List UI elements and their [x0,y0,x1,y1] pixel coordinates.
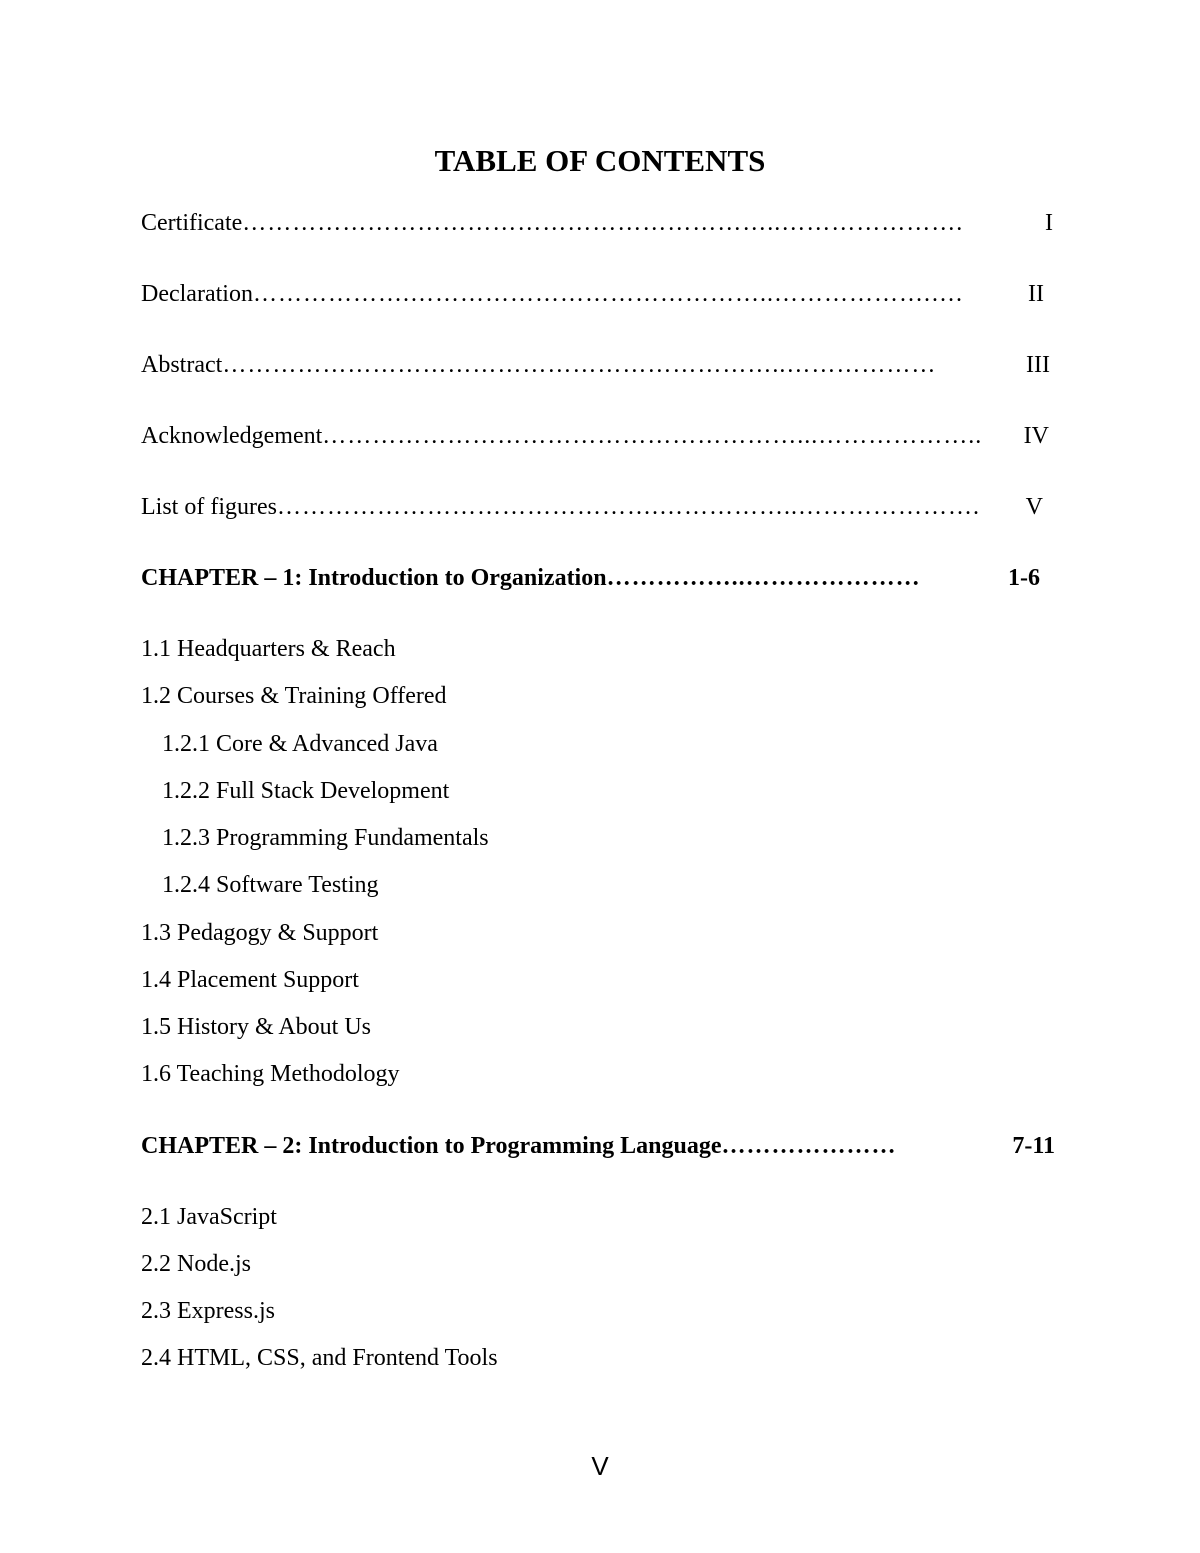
toc-section: 2.3 Express.js [141,1298,275,1324]
toc-section: 2.4 HTML, CSS, and Frontend Tools [141,1345,498,1371]
toc-section: 2.1 JavaScript [141,1204,277,1230]
chapter-page-range: 7-11 [1012,1133,1055,1159]
toc-section: 2.2 Node.js [141,1251,251,1277]
toc-subsection: 1.2.4 Software Testing [162,872,379,898]
toc-page-number: II [1028,281,1044,307]
toc-entry-acknowledgement [141,421,1049,451]
toc-page-number: III [1026,352,1050,378]
toc-entry-label: Certificate [141,210,243,236]
dot-leader: …………………………………………………...……………….. [322,423,983,449]
dot-leader: ……………..………………… [606,565,921,591]
toc-page-number: I [1045,210,1053,236]
dot-leader: …………………………………………………………..……………… [222,352,937,378]
toc-section: 1.5 History & About Us [141,1014,372,1040]
toc-entry-label: Abstract [141,352,223,378]
chapter-page-range: 1-6 [1008,565,1040,591]
toc-entry-abstract [141,350,1050,380]
toc-subsection: 1.2.1 Core & Advanced Java [162,731,438,757]
dot-leader: ………………………………………………………..…………………. [242,210,964,236]
dot-leader: ……………….……………………………………..……………….…. [252,281,963,307]
toc-chapter-2 [141,1131,1055,1161]
dot-leader: ……………………………………….……………..…………………. [276,494,980,520]
toc-entry-list-of-figures [141,492,1043,522]
toc-chapter-1 [141,563,1040,593]
page-title: TABLE OF CONTENTS [434,143,766,178]
toc-section: 1.3 Pedagogy & Support [141,920,379,946]
toc-entry-label: List of figures [141,494,277,520]
chapter-label: CHAPTER – 2: Introduction to Programming Language [141,1133,722,1159]
dot-leader: ………………… [721,1133,897,1159]
toc-entry-declaration [141,279,1044,309]
toc-page-number: V [1025,494,1043,520]
toc-section: 1.6 Teaching Methodology [141,1061,400,1087]
page-number: V [591,1451,609,1481]
toc-section: 1.2 Courses & Training Offered [141,683,447,709]
toc-entry-label: Acknowledgement [141,423,323,449]
toc-section: 1.1 Headquarters & Reach [141,636,396,662]
toc-subsection: 1.2.2 Full Stack Development [162,778,450,804]
toc-subsection: 1.2.3 Programming Fundamentals [162,825,489,851]
chapter-label: CHAPTER – 1: Introduction to Organization [141,565,607,591]
toc-page-number: IV [1023,423,1049,449]
toc-section: 1.4 Placement Support [141,967,359,993]
toc-entry-label: Declaration [141,281,253,307]
toc-entry-certificate [141,208,1053,238]
